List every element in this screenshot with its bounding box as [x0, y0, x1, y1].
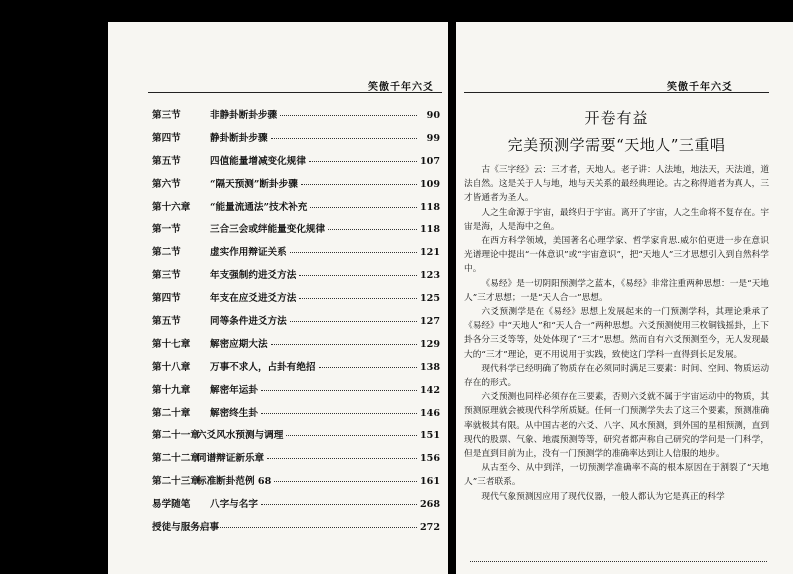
toc-label: 第十七章: [152, 338, 191, 350]
article-paragraph: 六爻预测学是在《易经》思想上发展起来的一门预测学科，其理论秉承了《易经》中“天地人”和“天人合一”两种思想。六爻预测使用三枚铜钱摇卦，上下卦各分三爻等等，处处体现了“三才”思想。然而自有六爻预测至今，无人发现最大的“三才”理论，更不用说用于实践，致使这门学科一直得到长足发展。: [464, 307, 769, 360]
right-page: [456, 22, 793, 574]
toc-title: 同等条件进爻方法: [210, 316, 287, 328]
article-paragraph: 现代气象预测因应用了现代仪器，一般人都认为它是真正的科学: [481, 491, 725, 502]
toc-leader-dots: [290, 252, 417, 253]
toc-label: 第二十二章: [152, 453, 200, 465]
toc-label: 第五节: [152, 155, 181, 167]
toc-title: 六爻风水预测与调理: [197, 430, 284, 442]
toc-entry: [152, 450, 440, 473]
toc-leader-dots: [280, 115, 417, 116]
toc-entry: [152, 427, 440, 450]
toc-title: 非静卦断卦步骤: [210, 110, 278, 121]
article-paragraph: 在西方科学领域，美国著名心理学家、哲学家肯思.威尔伯更进一步在意识光谱理论中提出“一体意识”或“宇宙意识”，把“天地人”三才思想引入到自然科学中。: [464, 236, 769, 275]
toc-page-number: 142: [419, 384, 440, 396]
toc-entry: [152, 290, 440, 313]
article-paragraph: 人之生命源于宇宙，最终归于宇宙。离开了宇宙，人之生命将不复存在。宇宙是海，人是海中之鱼。: [464, 207, 769, 232]
toc-label: 第二十三章: [152, 476, 200, 488]
toc-label: 易学随笔: [152, 499, 191, 511]
toc-label: 第五节: [152, 316, 181, 328]
toc-page-number: 109: [419, 178, 440, 190]
toc-entry: [152, 199, 440, 222]
toc-entry: [152, 221, 440, 244]
toc-title: 同谱辩证新乐章: [197, 453, 265, 465]
toc-title: 三合三会或绊能量变化规律: [210, 224, 326, 236]
toc-page-number: 118: [419, 224, 440, 236]
toc-page-number: 125: [419, 293, 440, 305]
toc-entry: [152, 336, 440, 359]
toc-page-number: 118: [419, 201, 440, 213]
toc-leader-dots: [274, 481, 417, 482]
toc-leader-dots: [286, 435, 417, 436]
toc-label: 第三节: [152, 110, 181, 121]
toc-page-number: 146: [419, 407, 440, 419]
toc-leader-dots: [299, 298, 417, 299]
toc-leader-dots: [290, 321, 417, 322]
article-body: [464, 163, 769, 504]
toc-page-number: 138: [419, 361, 440, 373]
toc-label: 第十八章: [152, 361, 191, 373]
article-title: 完美预测学需要“天地人”三重唱: [507, 136, 726, 154]
toc-page-number: 151: [419, 430, 440, 442]
toc-entry: [152, 176, 440, 199]
article-paragraph: 六爻预测也同样必须存在三要素，否则六爻就不属于宇宙运动中的物质，其预测原理就会被现代科学所质疑。任何一门预测学失去了这三个要素，预测准确率就极其有限。从中国古老的六爻、八字、风水预测，到外国的星相预测，直到现代的股票、气象、地震预测等等，研究者都声称自己研究的学问是一门科学，但是直到目前为止，没有一门预测学的准确率达到让人信服的地步。: [464, 392, 769, 460]
bottom-rule: [470, 561, 767, 562]
toc-label: 第四节: [152, 293, 181, 305]
toc-leader-dots: [301, 184, 417, 185]
toc-leader-dots: [261, 390, 417, 391]
toc-entry: [152, 153, 440, 176]
toc-page-number: 107: [419, 155, 440, 167]
toc-page-number: 90: [426, 110, 440, 121]
toc-title: 万事不求人，占卦有绝招: [210, 361, 316, 373]
toc-leader-dots: [271, 344, 417, 345]
toc-label: 第二十一章: [152, 430, 200, 442]
article-heading: 开卷有益: [584, 109, 649, 127]
toc-entry: [152, 519, 440, 542]
toc-label: 第二节: [152, 247, 181, 259]
toc-title: 解密年运卦: [210, 384, 258, 396]
running-title: 笑傲千年六爻: [667, 82, 733, 93]
toc-title: 解密终生卦: [210, 407, 258, 419]
toc-page-number: 272: [419, 522, 440, 534]
toc-entry: [152, 382, 440, 405]
toc-label: 第四节: [152, 132, 181, 144]
article: [464, 107, 769, 504]
toc-title: 虚实作用辩证关系: [210, 247, 287, 259]
toc-title: 标准断卦范例 68: [197, 476, 272, 488]
toc-leader-dots: [267, 458, 417, 459]
toc-entry: [152, 130, 440, 153]
toc-page-number: 161: [419, 476, 440, 488]
toc-page-number: 129: [419, 338, 440, 350]
toc-leader-dots: [299, 275, 417, 276]
toc-entry: [152, 267, 440, 290]
toc-leader-dots: [261, 504, 417, 505]
toc-title: 年支在应爻进爻方法: [210, 293, 297, 305]
toc-entry: [152, 244, 440, 267]
toc-leader-dots: [319, 367, 417, 368]
left-page: [108, 22, 448, 574]
header-rule: [148, 92, 442, 93]
toc-page-number: 99: [426, 132, 440, 144]
toc-title: “能量流通法”技术补充: [210, 201, 308, 213]
article-paragraph: 《易经》是一切阴阳预测学之蓝本，《易经》非常注重两种思想：一是“天地人”三才思想；一是“天人合一”思想。: [464, 278, 769, 303]
toc-title: 静卦断卦步骤: [210, 132, 268, 144]
toc-leader-dots: [309, 161, 417, 162]
toc-page-number: 156: [419, 453, 440, 465]
toc-leader-dots: [261, 413, 417, 414]
toc-label: 第一节: [152, 224, 181, 236]
toc-page-number: 123: [419, 270, 440, 282]
toc-label: 第十九章: [152, 384, 191, 396]
article-paragraph: 古《三字经》云：三才者，天地人。老子讲：人法地，地法天，天法道，道法自然。这是关于人与地，地与天关系的最经典理论。古之称得道者为真人，三才皆通者为圣人。: [464, 165, 769, 204]
toc-entry: [152, 359, 440, 382]
book-gutter: [448, 22, 456, 574]
toc-leader-dots: [271, 138, 417, 139]
toc-label: 第二十章: [152, 407, 191, 419]
toc-page-number: 127: [419, 316, 440, 328]
toc-entry: [152, 107, 440, 130]
toc-entry: [152, 405, 440, 428]
toc-title: 年支强制约进爻方法: [210, 270, 297, 282]
toc-title: 解密应期大法: [210, 338, 268, 350]
table-of-contents: [152, 107, 440, 542]
toc-entry: [152, 473, 440, 496]
toc-title: 四值能量增减变化规律: [210, 155, 306, 167]
toc-entry: [152, 496, 440, 519]
toc-leader-dots: [328, 229, 417, 230]
header-rule: [464, 92, 769, 93]
article-paragraph: 现代科学已经明确了物质存在必须同时满足三要素：时间、空间、物质运动存在的形式。: [464, 363, 769, 389]
toc-label: 第十六章: [152, 201, 191, 213]
toc-label: 授徒与服务启事: [152, 522, 220, 534]
toc-title: 八字与名字: [210, 499, 258, 511]
toc-page-number: 268: [419, 499, 440, 511]
toc-leader-dots: [200, 527, 417, 528]
running-title: 笑傲千年六爻: [368, 82, 434, 93]
toc-leader-dots: [310, 207, 417, 208]
toc-entry: [152, 313, 440, 336]
article-paragraph: 从古至今、从中到洋，一切预测学准确率不高的根本原因在于割裂了“天地人”三者联系。: [464, 463, 769, 488]
toc-label: 第三节: [152, 270, 181, 282]
toc-label: 第六节: [152, 178, 181, 190]
toc-title: “隔天预测”断卦步骤: [210, 178, 298, 190]
toc-page-number: 121: [419, 247, 440, 259]
